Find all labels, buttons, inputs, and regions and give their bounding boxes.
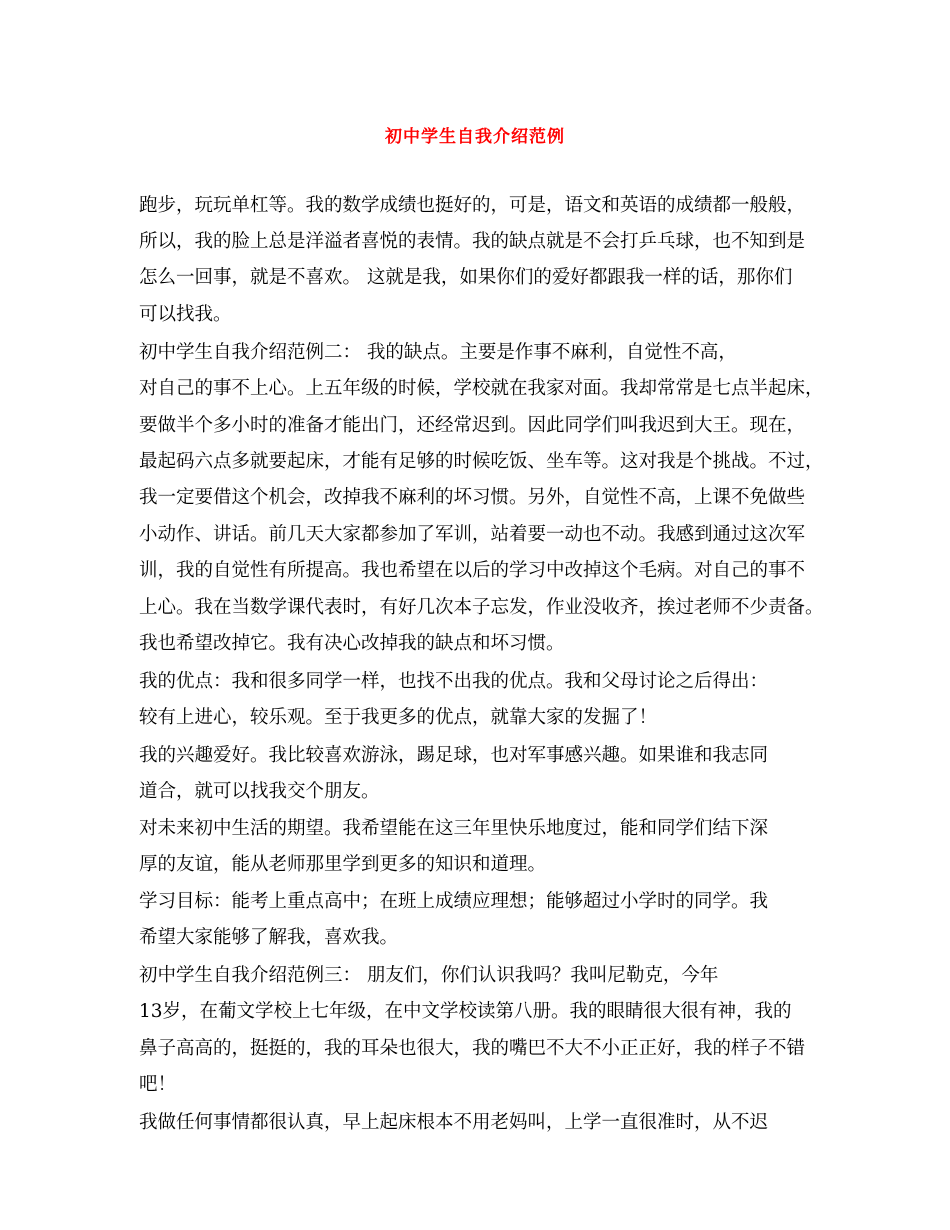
body-text-line: 13岁，在葡文学校上七年级，在中文学校读第八册。我的眼睛很大很有神，我的 — [139, 1001, 792, 1022]
body-text-line: 上心。我在当数学课代表时，有好几次本子忘发，作业没收齐，挨过老师不少责备。 — [139, 597, 824, 618]
body-text-line: 希望大家能够了解我，喜欢我。 — [139, 927, 399, 948]
body-text-line: 我的优点：我和很多同学一样，也找不出我的优点。我和父母讨论之后得出： — [139, 671, 769, 692]
body-text-line: 我一定要借这个机会，改掉我不麻利的坏习惯。另外，自觉性不高，上课不免做些 — [139, 487, 806, 508]
body-text-line: 要做半个多小时的准备才能出门，还经常迟到。因此同学们叫我迟到大王。现在， — [139, 415, 806, 436]
body-text-line: 初中学生自我介绍范例三： 朋友们，你们认识我吗？我叫尼勒克，今年 — [139, 965, 719, 986]
body-text-line: 我的兴趣爱好。我比较喜欢游泳，踢足球，也对军事感兴趣。如果谁和我志同 — [139, 745, 769, 766]
body-text-line: 训，我的自觉性有所提高。我也希望在以后的学习中改掉这个毛病。对自己的事不 — [139, 560, 806, 581]
body-text-line: 跑步，玩玩单杠等。我的数学成绩也挺好的，可是，语文和英语的成绩都一般般， — [139, 195, 806, 216]
body-text-line: 我也希望改掉它。我有决心改掉我的缺点和坏习惯。 — [139, 633, 565, 654]
body-text-line: 道合，就可以找我交个朋友。 — [139, 781, 380, 802]
body-text-line: 怎么一回事，就是不喜欢。 这就是我，如果你们的爱好都跟我一样的话，那你们 — [139, 267, 793, 288]
body-text-line: 最起码六点多就要起床，才能有足够的时候吃饭、坐车等。这对我是个挑战。不过， — [139, 451, 824, 472]
body-text-line: 小动作、讲话。前几天大家都参加了军训，站着要一动也不动。我感到通过这次军 — [139, 524, 806, 545]
body-text-line: 吧！ — [139, 1074, 177, 1095]
body-text-line: 我做任何事情都很认真，早上起床根本不用老妈叫，上学一直很准时，从不迟 — [139, 1112, 769, 1133]
body-text-line: 较有上进心，较乐观。至于我更多的优点，就靠大家的发掘了！ — [139, 707, 658, 728]
body-text-line: 初中学生自我介绍范例二： 我的缺点。主要是作事不麻利，自觉性不高， — [139, 342, 737, 363]
body-text-line: 厚的友谊，能从老师那里学到更多的知识和道理。 — [139, 854, 547, 875]
body-text-line: 所以，我的脸上总是洋溢者喜悦的表情。我的缺点就是不会打乒乓球，也不知到是 — [139, 231, 806, 252]
body-text-line: 对自己的事不上心。上五年级的时候，学校就在我家对面。我却常常是七点半起床， — [139, 378, 824, 399]
body-text-line: 对未来初中生活的期望。我希望能在这三年里快乐地度过，能和同学们结下深 — [139, 818, 769, 839]
body-text-line: 可以找我。 — [139, 304, 232, 325]
document-title: 初中学生自我介绍范例 — [385, 127, 565, 147]
body-text-line: 学习目标：能考上重点高中；在班上成绩应理想；能够超过小学时的同学。我 — [139, 891, 769, 912]
body-text-line: 鼻子高高的，挺挺的，我的耳朵也很大，我的嘴巴不大不小正正好，我的样子不错 — [139, 1038, 806, 1059]
